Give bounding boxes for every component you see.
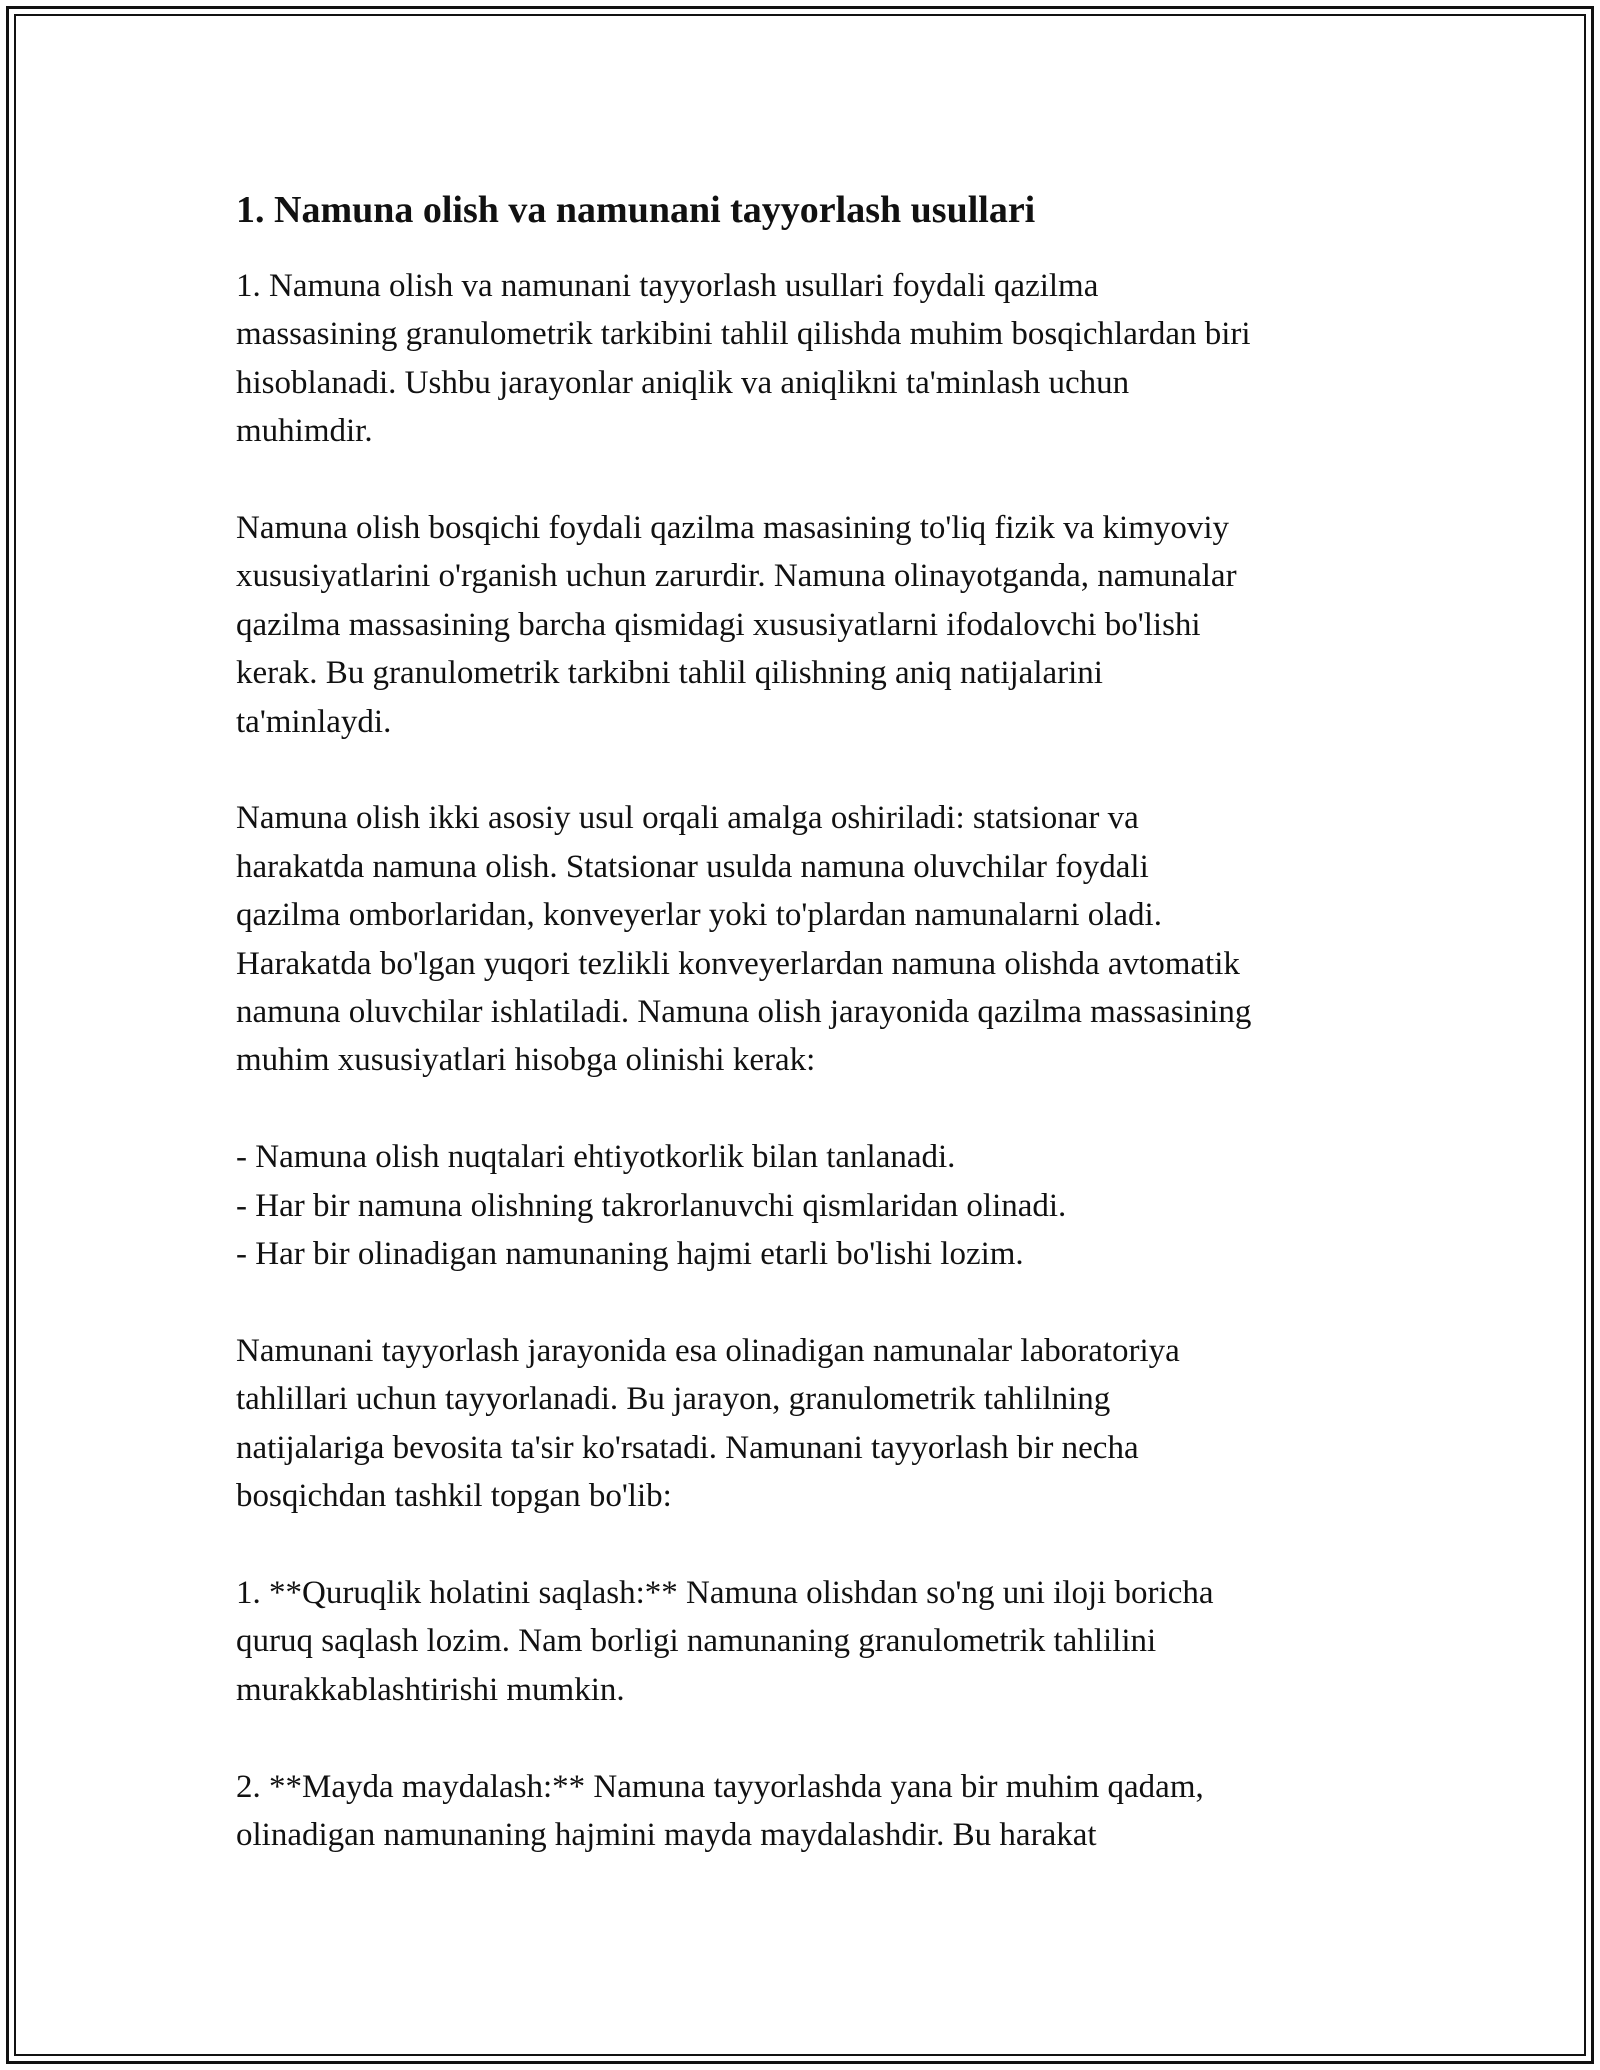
paragraph-intro	[236, 262, 1386, 456]
paragraph-sampling-stage	[236, 504, 1386, 746]
text-line: muhimdir.	[236, 413, 373, 450]
text-line: 2. **Mayda maydalash:** Namuna tayyorlashda yana bir muhim qadam,	[236, 1768, 1204, 1805]
text-line: Namunani tayyorlash jarayonida esa olinadigan namunalar laboratoriya	[236, 1332, 1180, 1369]
list-item: - Namuna olish nuqtalari ehtiyotkorlik bilan tanlanadi.	[236, 1139, 956, 1176]
numbered-item-1	[236, 1569, 1386, 1714]
text-line: 1. Namuna olish va namunani tayyorlash usullari foydali qazilma	[236, 268, 1099, 304]
text-line: tahlillari uchun tayyorlanadi. Bu jarayon, granulometrik tahlilning	[236, 1381, 1111, 1418]
document-page	[236, 186, 1386, 1908]
text-line: xususiyatlarini o'rganish uchun zarurdir. Namuna olinayotganda, namunalar	[236, 558, 1237, 595]
list-item: - Har bir olinadigan namunaning hajmi etarli bo'lishi lozim.	[236, 1236, 1024, 1273]
text-line: hisoblanadi. Ushbu jarayonlar aniqlik va aniqlikni ta'minlash uchun	[236, 364, 1130, 401]
document-title: 1. Namuna olish va namunani tayyorlash usullari	[236, 189, 1036, 231]
text-line: 1. **Quruqlik holatini saqlash:** Namuna olishdan so'ng uni iloji boricha	[236, 1574, 1214, 1611]
numbered-item-2	[236, 1763, 1386, 1860]
bullet-list	[236, 1133, 1386, 1278]
text-line: harakatda namuna olish. Statsionar usulda namuna oluvchilar foydali	[236, 848, 1149, 885]
paragraph-sampling-methods	[236, 794, 1386, 1084]
text-line: Harakatda bo'lgan yuqori tezlikli konveyerlardan namuna olishda avtomatik	[236, 945, 1240, 982]
list-item: - Har bir namuna olishning takrorlanuvchi qismlaridan olinadi.	[236, 1187, 1067, 1224]
text-line: kerak. Bu granulometrik tarkibni tahlil qilishning aniq natijalarini	[236, 655, 1103, 692]
text-line: Namuna olish ikki asosiy usul orqali amalga oshiriladi: statsionar va	[236, 800, 1139, 837]
text-line: namuna oluvchilar ishlatiladi. Namuna olish jarayonida qazilma massasining	[236, 994, 1252, 1031]
text-line: qazilma massasining barcha qismidagi xususiyatlarni ifodalovchi bo'lishi	[236, 606, 1201, 643]
text-line: qazilma omborlaridan, konveyerlar yoki to'plardan namunalarni oladi.	[236, 897, 1162, 934]
text-line: massasining granulometrik tarkibini tahlil qilishda muhim bosqichlardan biri	[236, 316, 1251, 353]
text-line: quruq saqlash lozim. Nam borligi namunaning granulometrik tahlilini	[236, 1623, 1157, 1660]
text-line: olinadigan namunaning hajmini mayda maydalashdir. Bu harakat	[236, 1816, 1097, 1853]
text-line: muhim xususiyatlari hisobga olinishi kerak:	[236, 1042, 816, 1079]
paragraph-sample-preparation	[236, 1327, 1386, 1521]
text-line: murakkablashtirishi mumkin.	[236, 1671, 625, 1708]
text-line: bosqichdan tashkil topgan bo'lib:	[236, 1478, 672, 1515]
text-line: natijalariga bevosita ta'sir ko'rsatadi. Namunani tayyorlash bir necha	[236, 1429, 1139, 1466]
text-line: ta'minlaydi.	[236, 703, 392, 740]
text-line: Namuna olish bosqichi foydali qazilma masasining to'liq fizik va kimyoviy	[236, 510, 1230, 547]
